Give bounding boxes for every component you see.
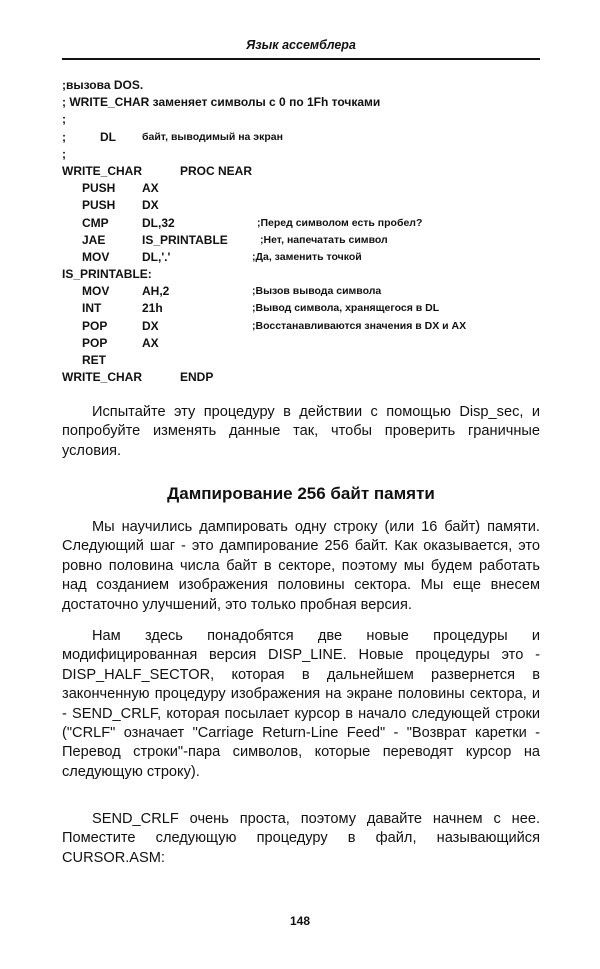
- code-comment: ;Нет, напечатать символ: [260, 233, 388, 246]
- code-label: WRITE_CHAR: [62, 163, 142, 178]
- code-line: [62, 335, 540, 352]
- paragraph: Испытайте эту процедуру в действии с помощью Disp_sec, и попробуйте изменять данные так, чтобы проверить граничные условия.: [62, 404, 540, 459]
- code-operand: AH,2: [142, 284, 170, 299]
- code-line: [62, 215, 540, 232]
- code-operand: DL: [100, 129, 116, 144]
- code-operand: 21h: [142, 301, 163, 316]
- code-text: ;вызова DOS.: [62, 78, 144, 92]
- code-instruction: INT: [82, 301, 102, 316]
- code-operand: DL,'.': [142, 249, 171, 264]
- code-line: [62, 129, 540, 146]
- code-comment: ;Перед символом есть пробел?: [257, 216, 423, 229]
- code-comment: ;Вывод символа, хранящегося в DL: [252, 302, 440, 315]
- code-comment: байт, выводимый на экран: [142, 130, 283, 143]
- code-operand: ENDP: [180, 370, 214, 385]
- code-listing: [62, 77, 540, 386]
- header-rule: [62, 58, 540, 60]
- code-text: ;: [62, 146, 66, 161]
- paragraph: SEND_CRLF очень проста, поэтому давайте начнем с нее. Поместите следующую процедуру в файл, называющийся CURSOR.ASM:: [62, 811, 540, 866]
- code-instruction: MOV: [82, 284, 110, 299]
- code-instruction: POP: [82, 335, 108, 350]
- code-comment: ;Восстанавливаются значения в DX и AX: [252, 319, 467, 332]
- code-operand: AX: [142, 181, 159, 196]
- code-line: [62, 146, 540, 163]
- code-label: WRITE_CHAR: [62, 370, 142, 385]
- code-text: ;: [62, 129, 66, 144]
- code-operand: DX: [142, 198, 159, 213]
- code-line: [62, 163, 540, 180]
- code-operand: DL,32: [142, 215, 175, 230]
- code-instruction: PUSH: [82, 198, 116, 213]
- code-operand: PROC NEAR: [180, 163, 253, 178]
- page-number: 148: [289, 914, 311, 928]
- code-line: [62, 283, 540, 300]
- code-instruction: PUSH: [82, 181, 116, 196]
- code-operand: AX: [142, 335, 159, 350]
- code-line: [62, 232, 540, 249]
- code-instruction: RET: [82, 353, 106, 367]
- code-comment: ;Вызов вывода символа: [252, 285, 382, 298]
- code-line: [62, 266, 540, 283]
- code-instruction: CMP: [82, 215, 109, 230]
- code-label: IS_PRINTABLE:: [62, 267, 152, 282]
- code-line: [62, 111, 540, 128]
- code-text: ;: [62, 112, 66, 127]
- code-line: [62, 180, 540, 197]
- paragraph: Нам здесь понадобятся две новые процедуры и модифицированная версия DISP_LINE. Новые процедуры это - DISP_HALF_SECTOR, которая в дальнейшем развернется в законченную процедуру изображения на экране половины сектора, и - SEND_CRLF, которая посылает курсор в начало следующей строки ("CRLF" означает "Carriage Return-Line Feed" - "Возврат каретки - Перевод строки"-пара символов, которые переводят курсор на следующую строку).: [62, 628, 540, 780]
- code-line: [62, 249, 540, 266]
- code-instruction: POP: [82, 318, 108, 333]
- code-line: [62, 352, 540, 369]
- code-line: [62, 300, 540, 317]
- code-line: [62, 369, 540, 386]
- code-line: [62, 77, 540, 94]
- paragraph: Мы научились дампировать одну строку (или 16 байт) памяти. Следующий шаг - это дампирование 256 байт. Как оказывается, это ровно половина числа байт в секторе, поэтому мы будем работать над созданием изображения половины сектора. Мы еще внесем достаточно улучшений, это только пробная версия.: [62, 519, 540, 613]
- code-text: ; WRITE_CHAR заменяет символы с 0 по 1Fh точками: [62, 95, 381, 110]
- code-line: [62, 94, 540, 111]
- code-instruction: JAE: [82, 232, 106, 247]
- code-instruction: MOV: [82, 249, 110, 264]
- code-operand: IS_PRINTABLE: [142, 232, 228, 247]
- section-heading: Дампирование 256 байт памяти: [167, 484, 435, 503]
- code-line: [62, 318, 540, 335]
- running-header: Язык ассемблера: [246, 38, 356, 52]
- code-line: [62, 197, 540, 214]
- code-operand: DX: [142, 318, 159, 333]
- code-comment: ;Да, заменить точкой: [252, 250, 362, 263]
